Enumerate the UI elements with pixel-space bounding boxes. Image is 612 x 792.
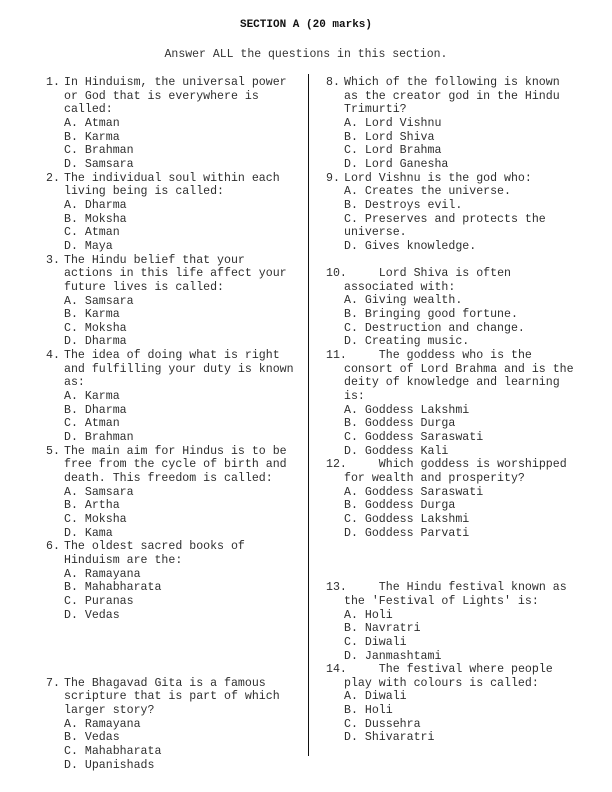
question-text: The idea of doing what is right (64, 349, 280, 363)
question-7 (46, 677, 304, 773)
answer-option: B. Destroys evil. (344, 198, 463, 212)
question-number: 9. (326, 171, 340, 185)
answer-option: D. Upanishads (64, 758, 155, 772)
answer-options (46, 117, 304, 172)
answer-option: D. Creating music. (344, 335, 470, 349)
question-line (46, 540, 304, 554)
answer-option: A. Goddess Lakshmi (344, 403, 470, 417)
answer-option: D. Goddess Parvati (344, 526, 470, 540)
question-number: 8. (326, 76, 340, 89)
answer-option: D. Goddess Kali (344, 444, 449, 458)
question-line (326, 363, 596, 377)
question-9 (326, 172, 596, 254)
section-instruction: Answer ALL the questions in this section. (164, 48, 448, 61)
question-line (46, 690, 304, 704)
question-text: The main aim for Hindus is to be (64, 444, 287, 458)
question-text: In Hinduism, the universal power (64, 76, 287, 89)
question-line (46, 281, 304, 295)
question-text: the 'Festival of Lights' is: (344, 594, 539, 608)
question-text: associated with: (344, 280, 456, 294)
question-line (46, 90, 304, 104)
question-number-indent (46, 267, 64, 281)
answer-option: D. Gives knowledge. (344, 239, 477, 253)
question-number-indent (46, 704, 64, 718)
answer-option: A. Samsara (64, 294, 134, 308)
question-text: or God that is everywhere is (64, 89, 259, 103)
blank-line (46, 650, 304, 664)
question-number-indent (326, 595, 344, 609)
answer-option: B. Dharma (64, 403, 127, 417)
question-number-indent (46, 458, 64, 472)
question-number-indent (326, 281, 344, 295)
question-text: Which of the following is known (344, 76, 560, 89)
question-line (46, 445, 304, 459)
question-text: Trimurti? (344, 103, 407, 117)
left-question-column (46, 76, 304, 772)
question-number-indent (46, 103, 64, 117)
question-6 (46, 540, 304, 622)
question-number: 10. (326, 267, 347, 281)
answer-option: A. Creates the universe. (344, 185, 511, 199)
answer-option: B. Karma (64, 308, 120, 322)
answer-option: D. Brahman (64, 431, 134, 445)
question-number: 3. (46, 253, 60, 267)
question-number: 5. (46, 444, 60, 458)
question-text: The individual soul within each (64, 171, 280, 185)
question-2 (46, 172, 304, 254)
question-text: living being is called: (64, 185, 225, 199)
section-title: SECTION A (20 marks) (239, 19, 373, 31)
question-text: Hinduism are the: (64, 553, 183, 567)
question-number-indent (326, 363, 344, 377)
question-line (46, 185, 304, 199)
question-text: The Hindu belief that your (64, 253, 245, 267)
question-line (326, 103, 596, 117)
answer-options (46, 199, 304, 254)
blank-line (46, 663, 304, 677)
answer-option: B. Karma (64, 130, 120, 144)
answer-option: A. Atman (64, 116, 120, 130)
answer-options (46, 568, 304, 623)
question-number-indent (46, 554, 64, 568)
question-line (46, 472, 304, 486)
question-text: scripture that is part of which (64, 690, 280, 704)
question-number: 1. (46, 76, 60, 89)
question-text: The goddess who is the (344, 349, 532, 363)
answer-option: A. Diwali (344, 690, 407, 704)
question-line (46, 172, 304, 186)
question-text: Which goddess is worshipped (344, 458, 567, 472)
question-3 (46, 254, 304, 350)
answer-option: C. Destruction and change. (344, 321, 525, 335)
answer-option: B. Mahabharata (64, 581, 162, 595)
answer-option: universe. (344, 226, 407, 240)
answer-option: D. Shivaratri (344, 731, 435, 745)
answer-option: D. Dharma (64, 335, 127, 349)
question-number: 4. (46, 349, 60, 363)
question-13 (326, 581, 596, 663)
question-number-indent (46, 281, 64, 295)
question-text: free from the cycle of birth and (64, 458, 287, 472)
answer-options (326, 185, 596, 253)
question-line (326, 90, 596, 104)
question-line (46, 267, 304, 281)
question-number: 2. (46, 171, 60, 185)
answer-option: C. Goddess Saraswati (344, 431, 484, 445)
question-line (46, 376, 304, 390)
question-line (46, 363, 304, 377)
answer-option: A. Goddess Saraswati (344, 485, 484, 499)
question-line (46, 677, 304, 691)
question-number-indent (326, 472, 344, 486)
question-text: Lord Vishnu is the god who: (344, 171, 532, 185)
question-text: play with colours is called: (344, 676, 539, 690)
question-line (326, 458, 596, 472)
question-number-indent (326, 390, 344, 404)
question-text: as the creator god in the Hindu (344, 89, 560, 103)
answer-option: B. Vedas (64, 731, 120, 745)
question-line (326, 663, 596, 677)
question-5 (46, 445, 304, 541)
question-14 (326, 663, 596, 745)
answer-options (326, 404, 596, 459)
question-number: 11. (326, 349, 347, 363)
question-line (326, 281, 596, 295)
question-10 (326, 267, 596, 349)
answer-option: B. Goddess Durga (344, 499, 456, 513)
question-line (326, 581, 596, 595)
question-text: as: (64, 376, 85, 390)
answer-option: C. Lord Brahma (344, 144, 442, 158)
question-text: The Hindu festival known as (344, 581, 567, 595)
answer-option: C. Dussehra (344, 717, 421, 731)
blank-line (326, 554, 596, 568)
blank-line (326, 568, 596, 582)
answer-options (46, 718, 304, 773)
blank-line (326, 254, 596, 268)
question-text: and fulfilling your duty is known (64, 362, 294, 376)
answer-option: B. Goddess Durga (344, 417, 456, 431)
question-text: deity of knowledge and learning (344, 376, 560, 390)
question-text: The Bhagavad Gita is a famous (64, 676, 266, 690)
question-text: larger story? (64, 704, 155, 718)
answer-option: A. Ramayana (64, 717, 141, 731)
answer-options (326, 486, 596, 541)
answer-option: A. Holi (344, 608, 393, 622)
answer-option: A. Giving wealth. (344, 294, 463, 308)
question-line (326, 76, 596, 90)
answer-options (46, 295, 304, 350)
question-number-indent (326, 103, 344, 117)
answer-options (326, 117, 596, 172)
question-line (326, 172, 596, 186)
answer-option: C. Goddess Lakshmi (344, 512, 470, 526)
answer-option: D. Samsara (64, 157, 134, 171)
answer-option: B. Moksha (64, 212, 127, 226)
answer-option: D. Kama (64, 526, 113, 540)
answer-options (326, 609, 596, 664)
answer-option: D. Maya (64, 239, 113, 253)
question-line (46, 103, 304, 117)
question-number-indent (46, 185, 64, 199)
question-line (326, 376, 596, 390)
answer-option: D. Lord Ganesha (344, 157, 449, 171)
question-text: death. This freedom is called: (64, 472, 273, 486)
question-8 (326, 76, 596, 172)
blank-line (326, 540, 596, 554)
blank-line (46, 636, 304, 650)
answer-option: C. Moksha (64, 321, 127, 335)
question-text: called: (64, 103, 113, 117)
question-line (46, 254, 304, 268)
answer-option: A. Karma (64, 390, 120, 404)
answer-option: B. Holi (344, 704, 393, 718)
question-number-indent (46, 363, 64, 377)
question-text: is: (344, 390, 365, 404)
blank-line (46, 622, 304, 636)
column-divider (308, 74, 309, 756)
question-line (46, 704, 304, 718)
question-text: consort of Lord Brahma and is the (344, 362, 574, 376)
answer-options (46, 390, 304, 445)
question-number-indent (46, 690, 64, 704)
question-line (326, 390, 596, 404)
answer-option: C. Mahabharata (64, 745, 162, 759)
question-number: 7. (46, 676, 60, 690)
answer-option: B. Artha (64, 499, 120, 513)
question-12 (326, 458, 596, 540)
question-11 (326, 349, 596, 458)
answer-option: A. Ramayana (64, 567, 141, 581)
answer-option: B. Bringing good fortune. (344, 308, 518, 322)
question-number-indent (326, 677, 344, 691)
question-text: The festival where people (344, 663, 553, 677)
answer-options (46, 486, 304, 541)
question-line (326, 677, 596, 691)
answer-option: D. Vedas (64, 608, 120, 622)
answer-options (326, 690, 596, 745)
answer-option: C. Atman (64, 226, 120, 240)
question-text: future lives is called: (64, 280, 225, 294)
answer-option: C. Atman (64, 417, 120, 431)
question-text: actions in this life affect your (64, 267, 287, 281)
question-text: for wealth and prosperity? (344, 472, 525, 486)
question-number-indent (46, 376, 64, 390)
answer-option: A. Dharma (64, 198, 127, 212)
question-number-indent (326, 90, 344, 104)
answer-option: C. Puranas (64, 594, 134, 608)
question-number-indent (46, 90, 64, 104)
question-line (326, 595, 596, 609)
question-line (46, 554, 304, 568)
question-1 (46, 76, 304, 172)
answer-options (326, 294, 596, 349)
question-number: 6. (46, 540, 60, 554)
answer-option: C. Preserves and protects the (344, 212, 546, 226)
question-line (326, 349, 596, 363)
question-text: The oldest sacred books of (64, 540, 245, 554)
answer-option: C. Brahman (64, 144, 134, 158)
answer-option: C. Moksha (64, 513, 127, 526)
right-question-column (326, 76, 596, 745)
answer-option: A. Samsara (64, 485, 134, 499)
answer-option: D. Janmashtami (344, 649, 442, 663)
question-number: 12. (326, 458, 347, 472)
question-line (46, 458, 304, 472)
question-4 (46, 349, 304, 445)
question-line (326, 267, 596, 281)
question-number: 13. (326, 581, 347, 595)
question-line (46, 76, 304, 90)
answer-option: C. Diwali (344, 635, 407, 649)
question-number-indent (46, 472, 64, 486)
answer-option: B. Navratri (344, 622, 421, 636)
question-number-indent (326, 376, 344, 390)
question-text: Lord Shiva is often (344, 267, 511, 281)
question-line (326, 472, 596, 486)
answer-option: A. Lord Vishnu (344, 116, 442, 130)
question-line (46, 349, 304, 363)
answer-option: B. Lord Shiva (344, 130, 435, 144)
question-number: 14. (326, 663, 347, 677)
